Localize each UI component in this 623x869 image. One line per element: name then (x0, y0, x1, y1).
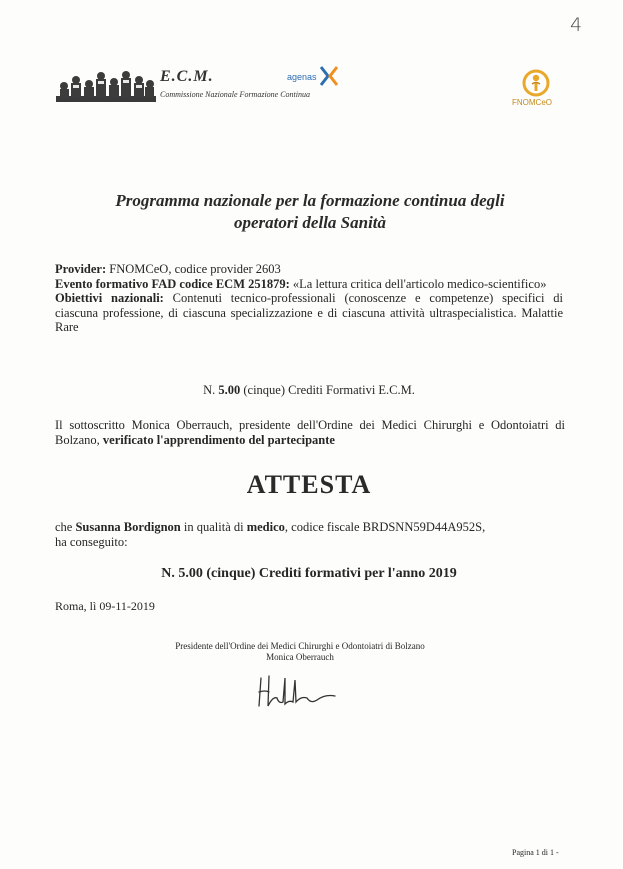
title-line-2: operatori della Sanità (233, 213, 387, 232)
ecm-credits-line (55, 383, 563, 398)
fnomceo-logo-icon (522, 69, 550, 97)
obiettivi-label: Obiettivi nazionali: (55, 291, 164, 305)
credits-year-line: N. 5.00 (cinque) Crediti formativi per l'anno 2019 (161, 566, 457, 581)
participant-line-2: ha conseguito: (55, 535, 128, 549)
signatory-name: Monica Oberrauch (266, 652, 334, 662)
handwritten-page-number: 4 (570, 14, 583, 36)
provider-line (55, 262, 563, 277)
ecm-title: E.C.M. (160, 68, 214, 85)
participant-role: medico (246, 520, 285, 534)
credits-prefix: N. (203, 383, 219, 397)
agenas-logo-icon (320, 66, 338, 86)
statement-bold: verificato l'apprendimento del partecipante (102, 433, 335, 447)
provider-value: FNOMCeO, codice provider 2603 (106, 262, 281, 276)
participant-cf: , codice fiscale BRDSNN59D44A952S, (284, 520, 486, 534)
participant-prefix: che (55, 520, 76, 534)
title-line-1: Programma nazionale per la formazione continua degli (115, 191, 505, 210)
participant-statement (55, 520, 565, 550)
signatory-role: Presidente dell'Ordine dei Medici Chirurghi e Odontoiatri di Bolzano (175, 641, 425, 651)
credits-suffix: (cinque) Crediti Formativi E.C.M. (240, 383, 415, 397)
event-info (55, 262, 563, 335)
handwritten-signature (255, 672, 345, 712)
participant-mid: in qualità di (180, 520, 247, 534)
fnomceo-label: FNOMCeO (512, 98, 552, 107)
place-date: Roma, lì 09-11-2019 (55, 599, 155, 613)
provider-label: Provider: (55, 262, 107, 276)
document-title (60, 190, 560, 234)
evento-label: Evento formativo FAD codice ECM 251879: (55, 276, 290, 291)
agenas-logo-text: agenas (287, 72, 317, 82)
evento-value: «La lettura critica dell'articolo medico-scientifico» (289, 276, 547, 291)
evento-line (55, 277, 563, 292)
participant-line-1 (55, 520, 565, 535)
ecm-group-logo-icon (56, 66, 156, 102)
statement-text: Il sottoscritto Monica Oberrauch, presidente dell'Ordine dei Medici Chirurghi e Odontoiatri di Bolzano, (55, 418, 565, 447)
participant-name: Susanna Bordignon (75, 520, 181, 534)
signatory-block (100, 641, 500, 663)
page-footer: Pagina 1 di 1 - (512, 848, 559, 857)
obiettivi-value: Contenuti tecnico-professionali (conoscenze e competenze) specifici di ciascuna professione, di ciascuna specializzazione e di ciascuna attività ultraspecialistica. Malattie Rare (55, 291, 564, 334)
signatory-statement (55, 418, 565, 448)
attesta-heading: ATTESTA (246, 470, 372, 499)
ecm-subtitle: Commissione Nazionale Formazione Continua (160, 90, 311, 99)
credits-number: 5.00 (218, 383, 241, 397)
obiettivi-line (55, 291, 563, 335)
